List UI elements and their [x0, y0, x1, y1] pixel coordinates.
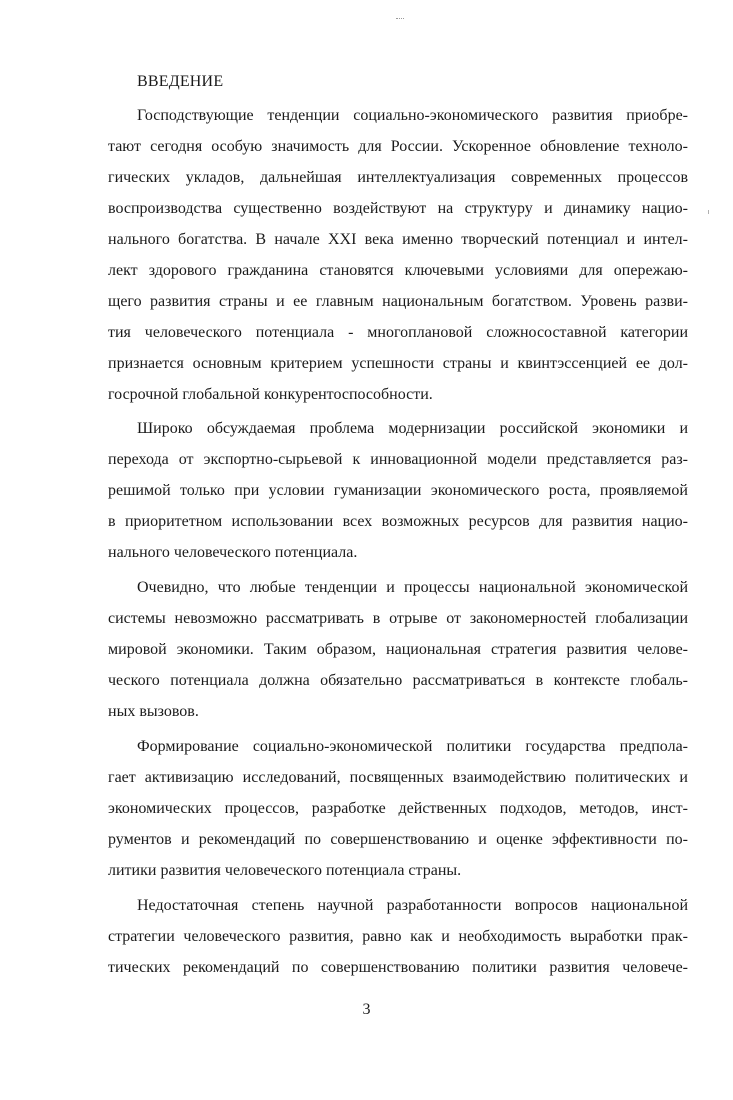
text-line: ческого потенциала должна обязательно рассматриваться в контексте глобаль-	[108, 672, 688, 689]
text-line: госрочной глобальной конкурентоспособности.	[108, 386, 433, 403]
scan-artifact	[708, 210, 709, 214]
text-line: тических рекомендаций по совершенствованию политики развития человече-	[108, 959, 688, 976]
text-line: признается основным критерием успешности страны и квинтэссенцией ее дол-	[108, 355, 688, 372]
page-number: 3	[362, 1001, 371, 1018]
text-line: Очевидно, что любые тенденции и процессы национальной экономической	[137, 579, 688, 596]
text-line: Формирование социально-экономической политики государства предпола-	[137, 738, 688, 755]
text-line: Широко обсуждаемая проблема модернизации российской экономики и	[137, 420, 688, 437]
text-line: рументов и рекомендаций по совершенствованию и оценке эффективности по-	[108, 831, 688, 848]
text-line: тия человеческого потенциала - многоплановой сложносоставной категории	[108, 324, 688, 341]
text-line: мировой экономики. Таким образом, национальная стратегия развития челове-	[108, 641, 688, 658]
text-line: воспроизводства существенно воздействуют на структуру и динамику нацио-	[108, 200, 688, 217]
section-heading: ВВЕДЕНИЕ	[137, 73, 224, 90]
text-line: в приоритетном использовании всех возможных ресурсов для развития нацио-	[108, 513, 688, 530]
text-line: Господствующие тенденции социально-экономического развития приобре-	[137, 107, 688, 124]
text-line: Недостаточная степень научной разработанности вопросов национальной	[137, 897, 688, 914]
scan-artifact	[396, 18, 404, 21]
text-line: гических укладов, дальнейшая интеллектуализация современных процессов	[108, 169, 688, 186]
text-line: литики развития человеческого потенциала страны.	[108, 862, 462, 879]
text-line: перехода от экспортно-сырьевой к инновационной модели представляется раз-	[108, 451, 688, 468]
text-line: системы невозможно рассматривать в отрыве от закономерностей глобализации	[108, 610, 688, 627]
text-line: щего развития страны и ее главным национальным богатством. Уровень разви-	[108, 293, 688, 310]
text-line: тают сегодня особую значимость для России. Ускоренное обновление техноло-	[108, 138, 688, 155]
text-line: гает активизацию исследований, посвященных взаимодействию политических и	[108, 769, 688, 786]
text-line: экономических процессов, разработке действенных подходов, методов, инст-	[108, 800, 688, 817]
text-line: стратегии человеческого развития, равно как и необходимость выработки прак-	[108, 928, 688, 945]
text-line: решимой только при условии гуманизации экономического роста, проявляемой	[108, 482, 688, 499]
text-line: нального богатства. В начале XXI века именно творческий потенциал и интел-	[108, 231, 688, 248]
text-line: нального человеческого потенциала.	[108, 544, 358, 561]
text-line: ных вызовов.	[108, 703, 199, 720]
text-line: лект здорового гражданина становятся ключевыми условиями для опережаю-	[108, 262, 688, 279]
